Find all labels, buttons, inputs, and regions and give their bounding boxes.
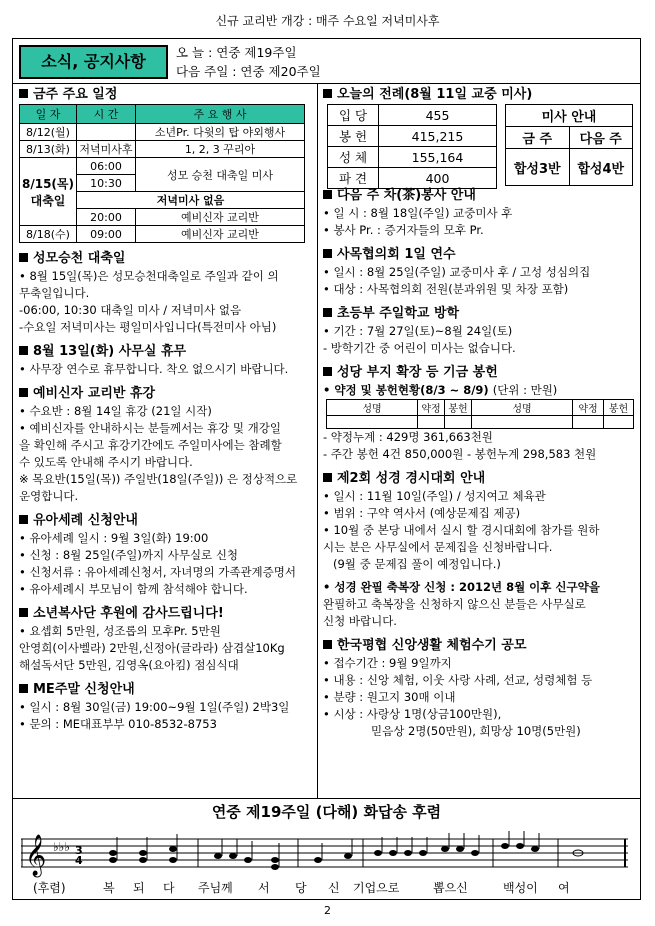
svg-text:𝄞: 𝄞 [25,835,47,876]
altar-servers-section: 소년복사단 후원에 감사드립니다! • 요셉회 5만원, 성조롭의 모후Pr. 5만원 안영희(이사벨라) 2만원,신정아(글라라) 삼겹살10Kg 해설독서단 5만원, 김영옥(요아킴) 점심식대 [19,606,285,672]
council-training-section: 사목협의회 1일 연수 • 일시 : 8월 25일(주일) 교중미사 후 / 고성 성심의집 • 대상 : 사목협의회 전원(분과위원 및 차장 포함) [323,247,591,296]
building-fund-section: 성당 부지 확장 등 기금 봉헌 • 약정 및 봉헌현황(8/3 ~ 8/9) (단위 : 만원) 성명 약정 봉헌 성명 약정 봉헌 - 약정누계 : 429명 361,663천원 - 주간 봉헌 4건 850,000원 - 봉헌누계 298,583 천원 [323,363,636,463]
page-frame: 소식, 공지사항 오 늘 : 연중 제19주일 다음 주일 : 연중 제20주일 금주 주요 일정 일 자 시 간 주 요 행 사 8/12(월) 소년Pr. 다윗의 탑 야외행사 8/13(화) 저녁미사후 1, 2, 3 꾸리아 8/15(목) 대축일 06:00 성모 승천 대축일 미사 10:30 저녁미사 없음 20:00 예비신자 교리반 8/18(수) 09:00 예비신자 교리반 성모승천 대축일 • 8월 15일(목)은 성모승천대축일로 주일과 같이 의 무축일입니다. -06:00, 10:30 대축일 미사 / 저녁미사 없음 -수요일 저녁미사는 평일미사입니다(특전미사 아님) 8월 13일(화) 사무실 휴무 • 사무장 연수로 휴무합니다. 착오 없으시기 바랍니다. 예비신자 교리반 휴강 • 수요반 : 8월 14일 휴강 (21일 시작) • 예비신자를 안내하시는 분들께서는 휴강 및 개강일 을 확인해 주시고 휴강기간에도 주일미사에는 참례할 수 있도록 안내해 주시기 바랍니다. ※ 목요반(15일(목)) 주일반(18일(주일)) 은 정상적으로 운영합니다. 유아세례 신청안내 • 유아세례 일시 : 9월 3일(화) 19:00 • 신청 : 8월 25일(주일)까지 사무실로 신청 • 신청서류 : 유아세례신청서, 자녀명의 가족관계증명서 • 유아세례시 부모님이 함께 참석해야 합니다. 소년복사단 후원에 감사드립니다! • 요셉회 5만원, 성조롭의 모후Pr. 5만원 안영희(이사벨라) 2만원,신정아(글라라) 삼겹살10Kg 해설독서단 5만원, 김영옥(요아킴) 점심식대 ME주말 신청안내 • 일시 : 8월 30일(금) 19:00~9월 1일(주일) 2박3일 • 문의 : ME대표부부 010-8532-8753 오늘의 전례(8월 11일 교중 미사) 입 당 455 봉 헌 415,215 성 체 155,164 파 견 400 미사 안내 금 주 다음 주 합성3반 합성4반 다음 주 차(茶)봉사 안내 • 일 시 : 8월 18일(주일) 교중미사 후 • 봉사 Pr. : 증거자들의 모후 Pr. 사목협의회 1일 연수 • 일시 : 8월 25일(주일) 교중미사 후 / 고성 성심의집 • 대상 : 사목협의회 전원(분과위원 및 차장 포함) 초등부 주일학교 방학 • 기간 : 7월 27일(토)~8월 24일(토) - 방학기간 중 어린이 미사는 없습니다. 성당 부지 확장 등 기금 봉헌 • 약정 및 봉헌현황(8/3 ~ 8/9) (단위 : 만원) 성명 약정 봉헌 성명 약정 봉헌 - 약정누계 : 429명 361,663천원 - 주간 봉헌 4건 850,000원 - 봉헌누계 298,583 천원 제2회 성경 경시대회 안내 • 일시 : 11월 10일(주일) / 성지여고 체육관 • 범위 : 구약 역사서 (예상문제집 제공) • 10월 중 본당 내에서 실시 할 경시대회에 참가를 원하 시는 분은 사무실에서 문제집을 신청바랍니다. (9월 중 문제집 풀이 예정입니다.) • 성경 완필 축복장 신청 : 2012년 8월 이후 신구약을 완필하고 축복장을 신청하지 않으신 분들은 사무실로 신청 바랍니다. 한국평협 신앙생활 체험수기 공모 • 접수기간 : 9월 9일까지 • 내용 : 신앙 체험, 이웃 사랑 사례, 선교, 성령체험 등 • 분량 : 원고지 30매 이내 • 시상 : 사랑상 1명(상금100만원), 믿음상 2명(50만원), 희망상 10명(5만원) 연중 제19주일 (다해) 화답송 후렴 𝄞 ♭♭♭ 3 4 (후렴) 복 되 다 주님께 서 당 신 기업으로 뽑으신 백성이 여 [12,38,641,900]
liturgy-block [323,104,636,186]
assumption-section: 성모승천 대축일 • 8월 15일(목)은 성모승천대축일로 주일과 같이 의 무축일입니다. -06:00, 10:30 대축일 미사 / 저녁미사 없음 -수요일 저녁미사는 평일미사입니다(특전미사 아님) [19,251,279,334]
square-bullet-icon [19,346,28,355]
square-bullet-icon [323,249,332,258]
square-bullet-icon [19,608,28,617]
divider [13,83,640,84]
office-closed-section: 8월 13일(화) 사무실 휴무 • 사무장 연수로 휴무합니다. 착오 없으시기 바랍니다. [19,344,289,376]
music-staff-icon [13,829,640,879]
bible-contest-section: 제2회 성경 경시대회 안내 • 일시 : 11월 10일(주일) / 성지여고 체육관 • 범위 : 구약 역사서 (예상문제집 제공) • 10월 중 본당 내에서 실시 할 경시대회에 참가를 원하 시는 분은 사무실에서 문제집을 신청바랍니다. (9월 중 문제집 풀이 예정입니다.) • 성경 완필 축복장 신청 : 2012년 8월 이후 신구약을 완필하고 축복장을 신청하지 않으신 분들은 사무실로 신청 바랍니다. [323,471,600,628]
news-title-box: 소식, 공지사항 [19,45,168,79]
svg-text:3: 3 [75,844,83,857]
today-line: 오 늘 : 연중 제19주일 [176,45,297,60]
psalm-title: 연중 제19주일 (다해) 화답송 후렴 [211,803,442,821]
me-weekend-section: ME주말 신청안내 • 일시 : 8월 30일(금) 19:00~9월 1일(주일) 2박3일 • 문의 : ME대표부부 010-8532-8753 [19,682,290,731]
schedule-title: 금주 주요 일정 [19,85,311,104]
mass-guide-title: 미사 안내 [506,105,633,127]
table-row: 8/12(월) 소년Pr. 다윗의 탑 야외행사 [20,124,305,141]
catechism-break-section: 예비신자 교리반 휴강 • 수요반 : 8월 14일 휴강 (21일 시작) • 예비신자를 안내하시는 분들께서는 휴강 및 개강일 을 확인해 주시고 휴강기간에도 주일미사에는 참례할 수 있도록 안내해 주시기 바랍니다. ※ 목요반(15일(목)) 주일반(18일(주일)) 은 정상적으로 운영합니다. [19,386,298,503]
left-column [19,85,311,733]
table-row: 성 체 155,164 [328,147,497,168]
header-banner: 신규 교리반 개강 : 매주 수요일 저녁미사후 [215,14,440,28]
attendance-table [327,104,497,189]
schedule-table [19,104,305,243]
tea-service-section: 다음 주 차(茶)봉사 안내 • 일 시 : 8월 18일(주일) 교중미사 후 • 봉사 Pr. : 증거자들의 모후 Pr. [323,188,513,237]
column-divider [317,83,318,798]
table-row: 8/18(수) 09:00 예비신자 교리반 [20,226,305,243]
square-bullet-icon [323,89,332,98]
table-row: 10:30 [20,175,305,192]
svg-text:♭♭♭: ♭♭♭ [53,840,70,854]
table-row: 20:00 예비신자 교리반 [20,209,305,226]
square-bullet-icon [19,684,28,693]
table-row: 봉 헌 415,215 [328,126,497,147]
table-row: 입 당 455 [328,105,497,126]
col-header: 시 간 [77,105,136,124]
square-bullet-icon [323,367,332,376]
square-bullet-icon [19,89,28,98]
donation-table: 성명 약정 봉헌 성명 약정 봉헌 [326,399,634,429]
square-bullet-icon [19,253,28,262]
square-bullet-icon [323,308,332,317]
page-number: 2 [324,904,331,917]
square-bullet-icon [323,640,332,649]
square-bullet-icon [19,388,28,397]
square-bullet-icon [19,515,28,524]
mass-guide-table: 미사 안내 금 주 다음 주 합성3반 합성4반 [505,104,633,186]
col-header: 일 자 [20,105,77,124]
table-row: 파 견 400 [328,168,497,189]
sunday-school-section: 초등부 주일학교 방학 • 기간 : 7월 27일(토)~8월 24일(토) - 방학기간 중 어린이 미사는 없습니다. [323,306,516,355]
table-row: 8/13(화) 저녁미사후 1, 2, 3 꾸리아 [20,141,305,158]
sunday-info [176,43,321,81]
right-column [323,85,636,740]
divider [13,798,640,799]
infant-baptism-section: 유아세례 신청안내 • 유아세례 일시 : 9월 3일(화) 19:00 • 신청 : 8월 25일(주일)까지 사무실로 신청 • 신청서류 : 유아세례신청서, 자녀명의 가족관계증명서 • 유아세례시 부모님이 함께 참석해야 합니다. [19,513,296,596]
next-sunday-line: 다음 주일 : 연중 제20주일 [176,64,321,79]
square-bullet-icon [323,473,332,482]
square-bullet-icon [323,190,332,199]
svg-text:4: 4 [75,854,83,867]
col-header: 주 요 행 사 [136,105,305,124]
table-row: 저녁미사 없음 [20,192,305,209]
essay-contest-section: 한국평협 신앙생활 체험수기 공모 • 접수기간 : 9월 9일까지 • 내용 : 신앙 체험, 이웃 사랑 사례, 선교, 성령체험 등 • 분량 : 원고지 30매 이내 • 시상 : 사랑상 1명(상금100만원), 믿음상 2명(50만원), 희망상 10명(5만원) [323,638,593,738]
liturgy-title: 오늘의 전례(8월 11일 교중 미사) [323,85,636,104]
table-row: 8/15(목) 대축일 06:00 성모 승천 대축일 미사 [20,158,305,175]
